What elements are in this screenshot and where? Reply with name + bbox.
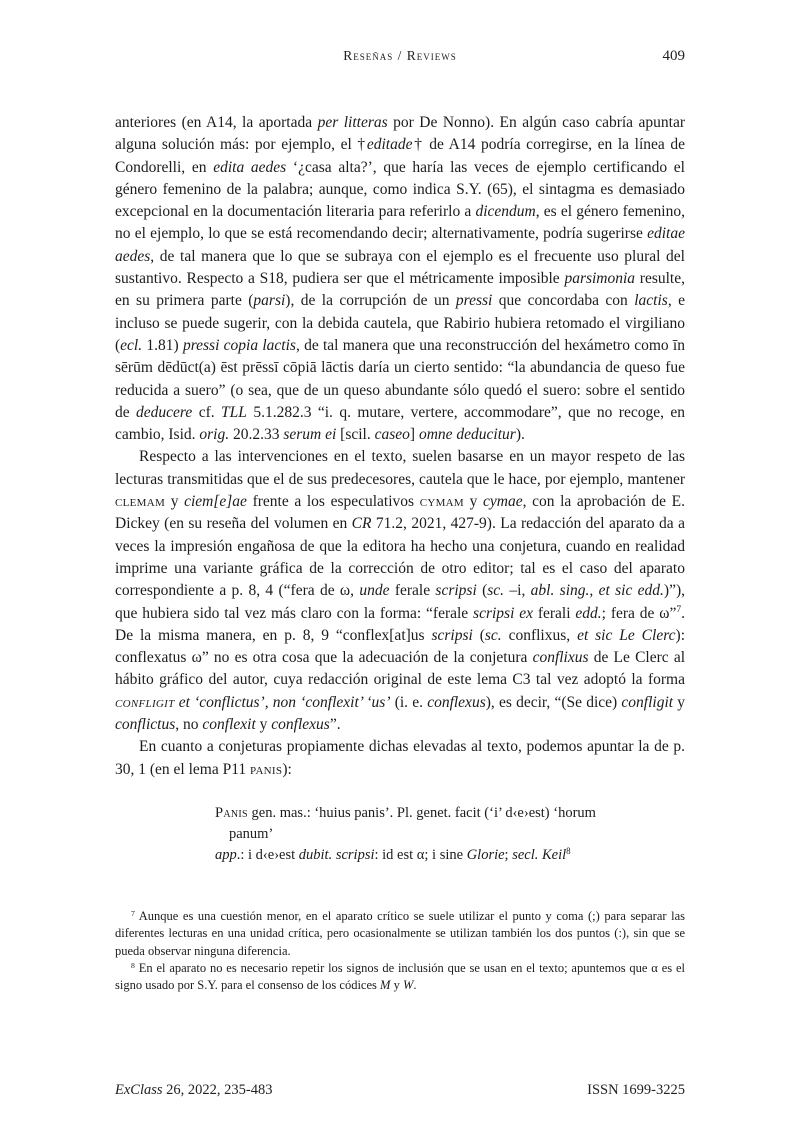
running-head-title: Reseñas / Reviews (343, 48, 457, 63)
review-body (115, 112, 685, 994)
lemma-quote (215, 803, 685, 866)
quote-line: app.: i d‹e›est dubit. scripsi: id est α; i sine Glorie; secl. Keil$^8$ (215, 845, 571, 863)
page-number: 409 (662, 48, 685, 64)
body-paragraph: En cuanto a conjeturas propiamente dichas elevadas al texto, podemos apuntar la de p. 30, 1 (en el lema P11 panis): (115, 738, 685, 778)
journal-citation: ExClass 26, 2022, 235-483 (115, 1082, 273, 1098)
footnote-8: $^8$ En el aparato no es necesario repetir los signos de inclusión que se usan en el texto; apuntemos que α es el signo usado por S.Y. para el consenso de los códices M y W. (115, 960, 685, 993)
page-footer (115, 1082, 685, 1099)
body-paragraph: Respecto a las intervenciones en el texto, suelen basarse en un mayor respeto de las lecturas transmitidas que el de sus predecesores, cautela que le hace, por ejemplo, mantener clemam y ciem[e]ae frente a los especulativos cymam y cymae, con la aprobación de E. Dickey (en su reseña del volumen en CR 71.2, 2021, 427-9). La redacción del aparato da a veces la impresión engañosa de que la editora ha hecho una conjetura, cuando en realidad imprime una variante gráfica de la corrección de otro editor; tal es el caso del aparato correspondiente a p. 8, 4 (“fera de ω, unde ferale scripsi (sc. –i, abl. sing., et sic edd.)”), que hubiera sido tal vez más claro con la forma: “ferale scripsi ex ferali edd.; fera de ω”$^7$. De la misma manera, en p. 8, 9 “conflex[at]us scripsi (sc. conflixus, et sic Le Clerc): conflexatus ω” no es otra cosa que la adecuación de la conjetura conflixus de Le Clerc al hábito gráfico del autor, cuya redacción original de este lema C3 tal vez adoptó la forma confligit et ‘conflictus’, non ‘conflexit’ ‘us’ (i. e. conflexus), es decir, “(Se dice) confligit y conflictus, no conflexit y conflexus”. (115, 448, 686, 734)
footnote-7: $^7$ Aunque es una cuestión menor, en el aparato crítico se suele utilizar el punto y coma (;) para separar las diferentes lecturas en una unidad crítica, pero ocasionalmente se utilizan también los dos puntos (:), sin que se pueda observar ninguna diferencia. (115, 908, 685, 958)
quote-line: panum’ (229, 825, 274, 842)
page-header (115, 48, 685, 66)
footnotes-section (115, 908, 685, 994)
quote-line: Panis gen. mas.: ‘huius panis’. Pl. genet. facit (‘i’ d‹e›est) ‘horum (215, 804, 596, 821)
body-paragraph: anteriores (en A14, la aportada per litteras por De Nonno). En algún caso cabría apuntar alguna solución más: por ejemplo, el †editade† de A14 podría corregirse, en la línea de Condorelli, en edita aedes ‘¿casa alta?’, que haría las veces de ejemplo certificando el género femenino de la palabra; aunque, como indica S.Y. (65), el sintagma es demasiado excepcional en la documentación literaria para referirlo a dicendum, es el género femenino, no el ejemplo, lo que se está recomendando decir; alternativamente, podría sugerirse editae aedes, de tal manera que lo que se subraya con el ejemplo es el frecuente uso plural del sustantivo. Respecto a S18, pudiera ser que el métricamente imposible parsimonia resulte, en su primera parte (parsi), de la corrupción de un pressi que concordaba con lactis, e incluso se puede sugerir, con la debida cautela, que Rabirio hubiera retomado el virgiliano (ecl. 1.81) pressi copia lactis, de tal manera que una reconstrucción del hexámetro como īn sērūm dēdūct(a) ēst prēssī cōpiā lāctis daría un cierto sentido: “la abundancia de queso fue reducida a suero” (o sea, que de un queso abundante sólo quedó el suero: sobre el sentido de deducere cf. TLL 5.1.282.3 “i. q. mutare, vertere, accommodare”, que no recoge, en cambio, Isid. orig. 20.2.33 serum ei [scil. caseo] omne deducitur). (115, 114, 686, 444)
issn: ISSN 1699-3225 (587, 1082, 685, 1098)
